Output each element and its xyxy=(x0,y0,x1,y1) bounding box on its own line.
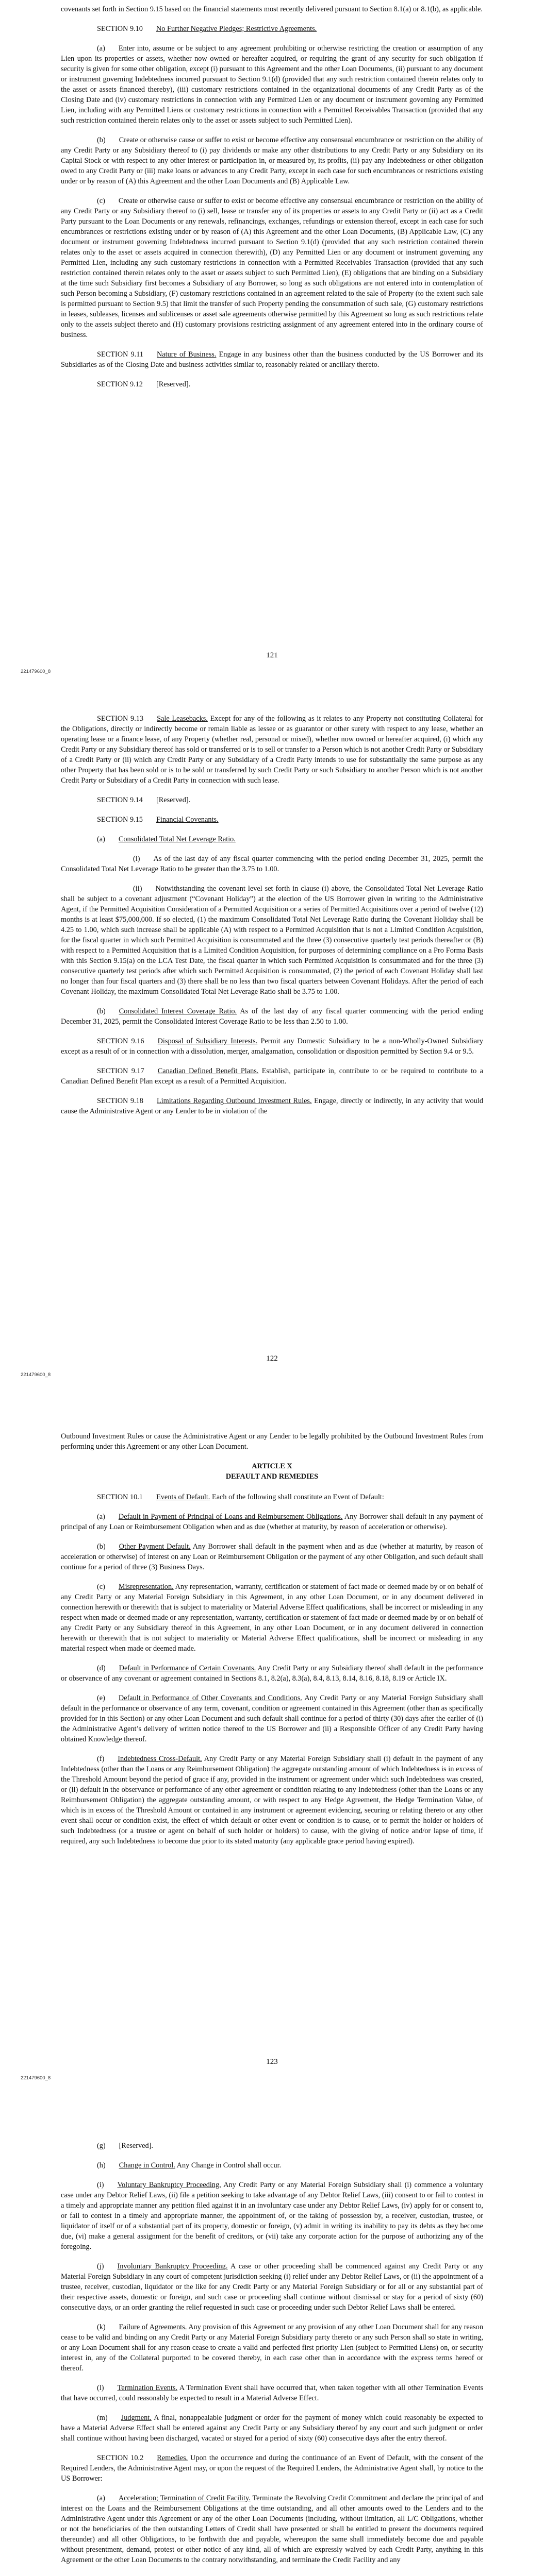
page-number: 123 xyxy=(266,2058,278,2066)
page-body xyxy=(61,2141,483,2574)
section-9-10-heading: SECTION 9.10 No Further Negative Pledges; Restrictive Agreements. xyxy=(97,25,317,33)
page-number: 121 xyxy=(266,651,278,659)
section-10-1-a: (a) Default in Payment of Principal of Loans and Reimbursement Obligations. Any Borrower shall default in any payment of principal of any Loan or Reimbursement Obligation when and as due (whether at maturity, by reason of acceleration or otherwise). xyxy=(61,1513,483,1531)
page-body xyxy=(61,714,483,1126)
page-number: 122 xyxy=(266,1354,278,1363)
section-9-10-a: (a) Enter into, assume or be subject to any agreement prohibiting or otherwise restricting the creation or assumption of any Lien upon its properties or assets, whether now owned or hereafter acquired, or requiring the grant of any security for such obligation if security is given for some other obligation, except (i) pursuant to this Agreement and the other Loan Documents, (ii) pursuant to any document or instrument governing Indebtedness incurred pursuant to Section 9.1(d) (provided that any such restriction contained therein relates only to the asset or assets financed thereby), (iii) customary restrictions contained in the organizational documents of any Credit Party as of the Closing Date and (iv) customary restrictions in connection with any Permitted Lien or any document or instrument governing any Permitted Lien, including with any Permitted Liens or customary restrictions in connection with a Permitted Receivables Transaction (provided that any such restriction contained therein relates only to the asset or assets subject to such Permitted Lien). xyxy=(61,44,483,125)
section-10-1-h: (h) Change in Control. Any Change in Control shall occur. xyxy=(97,2161,282,2170)
section-10-1: SECTION 10.1 Events of Default. Each of the following shall constitute an Event of Default: xyxy=(97,1493,384,1501)
article-number: ARTICLE X xyxy=(252,1462,292,1470)
section-10-1-k: (k) Failure of Agreements. Any provision of this Agreement or any provision of any other Loan Document shall for any reason cease to be valid and binding on any Credit Party or any Material Foreign Subsidiary party thereto or any such Person shall so state in writing, or any Loan Document shall for any reason cease to create a valid and perfected first priority Lien (subject to Permitted Liens) on, or security interest in, any of the Collateral purported to be covered thereby, in each case other than in accordance with the express terms hereof or thereof. xyxy=(61,2323,483,2372)
para-continuation: Outbound Investment Rules or cause the Administrative Agent or any Lender to be legally prohibited by the Outbound Investment Rules from performing under this Agreement or any other Loan Document. xyxy=(61,1432,483,1451)
document-id: 221479600_8 xyxy=(21,669,51,674)
section-10-1-i: (i) Voluntary Bankruptcy Proceeding. Any Credit Party or any Material Foreign Subsidiary shall (i) commence a voluntary case under any Debtor Relief Laws, (ii) file a petition seeking to take advantage of any Debtor Relief Laws, (iii) consent to or fail to contest in a timely and appropriate manner any petition filed against it in an involuntary case under any Debtor Relief Laws, (iv) apply for or consent to, or fail to contest in a timely and appropriate manner, the appointment of, or the taking of possession by, a receiver, custodian, trustee, or liquidator of itself or of a substantial part of its property, domestic or foreign, (v) admit in writing its inability to pay its debts as they become due, (vi) make a general assignment for the benefit of creditors, or (vii) take any corporate action for the purpose of authorizing any of the foregoing. xyxy=(61,2181,483,2251)
section-9-10-c: (c) Create or otherwise cause or suffer to exist or become effective any consensual encumbrance or restriction on the ability of any Credit Party or any Subsidiary thereof to (i) sell, lease or transfer any of its properties or assets to any Credit Party or (ii) act as a Credit Party pursuant to the Loan Documents or any renewals, refinancings, exchanges, refundings or extension thereof, except in each case for such encumbrances or restrictions existing under or by reason of (A) this Agreement and the other Loan Documents, (B) Applicable Law, (C) any document or instrument governing Indebtedness incurred pursuant to Section 9.1(d) (provided that any such restriction contained therein relates only to the asset or assets acquired in connection therewith), (D) any Permitted Lien or any document or instrument governing any Permitted Lien, including any such customary restrictions in connection with a Permitted Receivables Transaction (provided that any such restriction contained therein relates only to the asset or assets subject to such Permitted Lien), (E) obligations that are binding on a Subsidiary at the time such Subsidiary first becomes a Subsidiary of any Borrower, so long as such obligations are not entered into in contemplation of such Person becoming a Subsidiary, (F) customary restrictions contained in an agreement related to the sale of Property (to the extent such sale is permitted pursuant to Section 9.5) that limit the transfer of such Property pending the consummation of such sale, (G) customary restrictions in leases, subleases, licenses and sublicenses or asset sale agreements otherwise permitted by this Agreement so long as such restrictions relate only to the assets subject thereto and (H) customary provisions restricting assignment of any agreement entered into in the ordinary course of business. xyxy=(61,197,483,339)
document-id: 221479600_8 xyxy=(21,2075,51,2081)
section-9-15-a-i: (i) As of the last day of any fiscal quarter commencing with the period ending December 31, 2025, permit the Consolidated Total Net Leverage Ratio to be greater than the 3.75 to 1.00. xyxy=(61,855,483,873)
section-10-1-b: (b) Other Payment Default. Any Borrower shall default in the payment when and as due (whether at maturity, by reason of acceleration or otherwise) of interest on any Loan or Reimbursement Obligation or the payment of any other Obligation, and such default shall continue for a period of three (3) Business Days. xyxy=(61,1543,483,1571)
para-continuation: covenants set forth in Section 9.15 based on the financial statements most recently delivered pursuant to Section 8.1(a) or 8.1(b), as applicable. xyxy=(61,5,483,13)
section-10-1-e: (e) Default in Performance of Other Covenants and Conditions. Any Credit Party or any Material Foreign Subsidiary shall default in the performance or observance of any term, covenant, condition or agreement contained in this Agreement (other than as specifically provided for in this Section) or any other Loan Document and such default shall continue for a period of thirty (30) days after the earlier of (i) the Administrative Agent’s delivery of written notice thereof to the US Borrower and (ii) a Responsible Officer of any Credit Party having obtained Knowledge thereof. xyxy=(61,1694,484,1743)
article-heading: DEFAULT AND REMEDIES xyxy=(225,1472,319,1481)
section-9-11: SECTION 9.11 Nature of Business. Engage in any business other than the business conducted by the US Borrower and its Subsidiaries as of the Closing Date and business activities similar to, reasonably related or ancillary thereto. xyxy=(61,350,483,369)
section-10-1-f: (f) Indebtedness Cross-Default. Any Credit Party or any Material Foreign Subsidiary shall (i) default in the payment of any Indebtedness (other than the Loans or any Reimbursement Obligation) the aggregate outstanding amount of which Indebtedness is in excess of the Threshold Amount beyond the period of grace if any, provided in the instrument or agreement under which such Indebtedness was created, or (ii) default in the observance or performance of any other agreement or condition relating to any Indebtedness (other than the Loans or any Reimbursement Obligation) the aggregate outstanding amount, or with respect to any Hedge Agreement, the Hedge Termination Value, of which is in excess of the Threshold Amount or contained in any instrument or agreement evidencing, securing or relating thereto or any other event shall occur or condition exist, the effect of which default or other event or condition is to cause, or to permit the holder or holders of such Indebtedness (or a trustee or agent on behalf of such holder or holders) to cause, with the giving of notice and/or lapse of time, if required, any such Indebtedness to become due prior to its stated maturity (any applicable grace period having expired). xyxy=(61,1755,483,1845)
section-9-15: SECTION 9.15 Financial Covenants. xyxy=(97,816,219,824)
section-9-18: SECTION 9.18 Limitations Regarding Outbound Investment Rules. Engage, directly or indirectly, in any activity that would cause the Administrative Agent or any Lender to be in violation of the xyxy=(61,1097,483,1115)
document-page-121 xyxy=(0,0,544,703)
section-10-1-j: (j) Involuntary Bankruptcy Proceeding. A case or other proceeding shall be commenced against any Credit Party or any Material Foreign Subsidiary in any court of competent jurisdiction seeking (i) relief under any Debtor Relief Laws, or (ii) the appointment of a trustee, receiver, custodian, liquidator or the like for any Credit Party or any Material Foreign Subsidiary or for all or any substantial part of their respective assets, domestic or foreign, and such case or proceeding shall continue without dismissal or stay for a period of sixty (60) consecutive days, or an order granting the relief requested in such case or proceeding under such Debtor Relief Laws shall be entered. xyxy=(61,2262,483,2312)
section-9-13: SECTION 9.13 Sale Leasebacks. Except for any of the following as it relates to any Property not constituting Collateral for the Obligations, directly or indirectly become or remain liable as lessee or as guarantor or other surety with respect to any lease, whether an operating lease or a finance lease, of any Property (whether real, personal or mixed), whether now owned or hereafter acquired, (i) which any Credit Party or any Subsidiary thereof has sold or transferred or is to sell or transfer to a Person which is not another Credit Party or Subsidiary of a Credit Party or (ii) which any Credit Party or any Subsidiary of a Credit Party intends to use for substantially the same purpose as any other Property that has been sold or is to be sold or transferred by such Credit Party or such Subsidiary to another Person which is not another Credit Party or Subsidiary of a Credit Party in connection with such lease. xyxy=(61,715,483,785)
section-9-14: SECTION 9.14 [Reserved]. xyxy=(97,796,191,804)
section-9-17: SECTION 9.17 Canadian Defined Benefit Plans. Establish, participate in, contribute to or be required to contribute to a Canadian Defined Benefit Plan except as a result of a Permitted Acquisition. xyxy=(61,1067,483,1086)
section-9-10-b: (b) Create or otherwise cause or suffer to exist or become effective any consensual encumbrance or restriction on the ability of any Credit Party or any Subsidiary thereof to (i) pay dividends or make any other distributions to any Credit Party or any Subsidiary on its Capital Stock or with respect to any other interest or participation in, or measured by, its profits, (ii) pay any Indebtedness or other obligation owed to any Credit Party or (iii) make loans or advances to any Credit Party, except in each case for such encumbrances or restrictions existing under or by reason of (A) this Agreement and the other Loan Documents and (B) Applicable Law. xyxy=(61,136,483,185)
document-page-124 xyxy=(0,2110,544,2576)
document-page-122 xyxy=(0,703,544,1406)
section-10-1-g: (g) [Reserved]. xyxy=(97,2142,153,2150)
section-10-2: SECTION 10.2 Remedies. Upon the occurrence and during the continuance of an Event of Default, with the consent of the Required Lenders, the Administrative Agent may, or upon the request of the Required Lenders, the Administrative Agent shall, by notice to the US Borrower: xyxy=(61,2454,483,2483)
section-10-1-l: (l) Termination Events. A Termination Event shall have occurred that, when taken together with all other Termination Events that have occurred, could reasonably be expected to result in a Material Adverse Effect. xyxy=(61,2384,484,2402)
section-9-15-a-ii: (ii) Notwithstanding the covenant level set forth in clause (i) above, the Consolidated Total Net Leverage Ratio shall be subject to a covenant adjustment (“Covenant Holiday”) at the election of the US Borrower given in writing to the Administrative Agent, if the Permitted Acquisition Consideration of a Permitted Acquisition or a series of Permitted Acquisitions over a period of twelve (12) months is at least $75,000,000. If so elected, (1) the maximum Consolidated Total Net Leverage Ratio during the Covenant Holiday shall be 4.25 to 1.00, which such increase shall be applicable (A) with respect to a Permitted Acquisition that is not a Limited Condition Acquisition, for the fiscal quarter in which such Permitted Acquisition is consummated and the three (3) consecutive quarterly test periods thereafter or (B) with respect to a Permitted Acquisition that is a Limited Condition Acquisition, for purposes of determining compliance on a Pro Forma Basis with this Section 9.15(a) on the LCA Test Date, the fiscal quarter in which such Permitted Acquisition is consummated and for the three (3) consecutive quarterly test periods after which such Permitted Acquisition is consummated, (2) the period of each Covenant Holiday shall last no longer than four fiscal quarters and (3) there shall be no less than two fiscal quarters between Covenant Holidays. After the period of each Covenant Holiday, the maximum Consolidated Total Net Leverage Ratio shall be 3.75 to 1.00. xyxy=(61,885,483,996)
section-10-1-d: (d) Default in Performance of Certain Covenants. Any Credit Party or any Subsidiary thereof shall default in the performance or observance of any covenant or agreement contained in Sections 8.1, 8.2(a), 8.3(a), 8.4, 8.13, 8.14, 8.16, 8.18, 8.19 or Article IX. xyxy=(61,1664,483,1683)
section-10-2-a: (a) Acceleration; Termination of Credit Facility. Terminate the Revolving Credit Commitment and declare the principal of and interest on the Loans and the Reimbursement Obligations at the time outstanding, and all other amounts owed to the Lenders and to the Administrative Agent under this Agreement or any of the other Loan Documents (including, without limitation, all L/C Obligations, whether or not the beneficiaries of the then outstanding Letters of Credit shall have presented or shall be entitled to present the documents required thereunder) and all other Obligations, to be forthwith due and payable, whereupon the same shall immediately become due and payable without presentment, demand, protest or other notice of any kind, all of which are expressly waived by each Credit Party, anything in this Agreement or the other Loan Documents to the contrary notwithstanding, and terminate the Credit Facility and any xyxy=(61,2494,483,2564)
section-9-12: SECTION 9.12 [Reserved]. xyxy=(97,380,191,388)
section-10-1-m: (m) Judgment. A final, nonappealable judgment or order for the payment of money which could reasonably be expected to have a Material Adverse Effect shall be entered against any Credit Party or any Subsidiary thereof by any court and such judgment or order shall continue without having been discharged, vacated or stayed for a period of sixty (60) consecutive days after the entry thereof. xyxy=(61,2414,483,2443)
document-page-123 xyxy=(0,1406,544,2110)
section-10-1-c: (c) Misrepresentation. Any representation, warranty, certification or statement of fact made or deemed made by or on behalf of any Credit Party or any Material Foreign Subsidiary in this Agreement, in any other Loan Document, or in any document delivered in connection herewith or therewith that is subject to materiality or Material Adverse Effect qualifications, shall be incorrect or misleading in any respect when made or deemed made or any representation, warranty, certification or statement of fact made or deemed made by or on behalf of any Credit Party or any Subsidiary thereof in this Agreement, in any other Loan Document, or in any document delivered in connection herewith or therewith that is not subject to materiality or Material Adverse Effect qualifications, shall be incorrect or misleading in any material respect when made or deemed made. xyxy=(61,1583,483,1653)
page-body xyxy=(61,1431,483,1856)
section-9-16: SECTION 9.16 Disposal of Subsidiary Interests. Permit any Domestic Subsidiary to be a non-Wholly-Owned Subsidiary except as a result of or in connection with a dissolution, merger, amalgamation, consolidation or disposition permitted by Section 9.4 or 9.5. xyxy=(61,1037,484,1056)
document-id: 221479600_8 xyxy=(21,1372,51,1378)
section-9-15-a: (a) Consolidated Total Net Leverage Ratio. xyxy=(97,835,236,843)
page-body xyxy=(61,4,483,399)
section-9-15-b: (b) Consolidated Interest Coverage Ratio. As of the last day of any fiscal quarter commencing with the period ending December 31, 2025, permit the Consolidated Interest Coverage Ratio to be less than 2.50 to 1.00. xyxy=(61,1007,483,1026)
article-x-title xyxy=(61,1461,483,1482)
